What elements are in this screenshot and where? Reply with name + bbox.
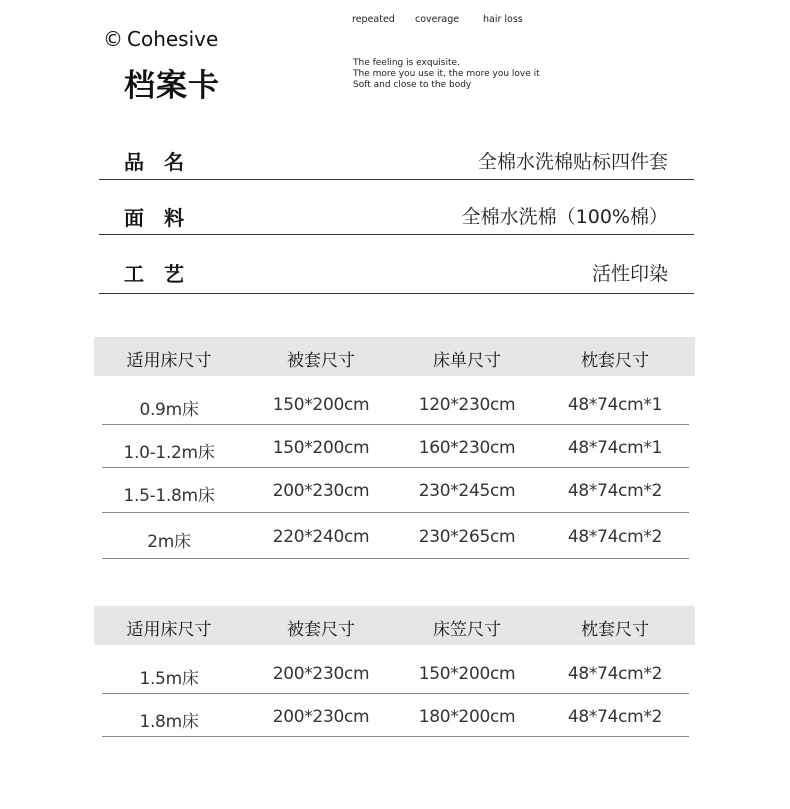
info-label: 面 料: [124, 206, 184, 230]
table-cell: 150*200cm: [272, 438, 370, 458]
table-cell: 48*74cm*1: [567, 438, 663, 458]
header-cell: 被套尺寸: [287, 620, 355, 640]
slogan-line: The more you use it, the more you love it: [353, 69, 540, 79]
table-cell: 1.0-1.2m床: [123, 443, 215, 463]
brand-name: Cohesive: [127, 27, 219, 51]
card-title: 档案卡: [124, 68, 220, 104]
table-cell: 1.5m床: [139, 669, 199, 689]
table-cell: 200*230cm: [272, 664, 370, 684]
table-cell: 200*230cm: [272, 481, 370, 501]
row-divider: [102, 693, 689, 694]
table-header: [94, 337, 695, 376]
row-divider: [102, 558, 689, 559]
table-cell: 48*74cm*2: [567, 481, 663, 501]
info-value: 全棉水洗棉（100%棉）: [461, 206, 668, 228]
brand-logo: [103, 27, 218, 51]
header-cell: 适用床尺寸: [126, 351, 212, 371]
row-divider: [102, 467, 689, 468]
slogan-line: Soft and close to the body: [353, 80, 472, 90]
tag-repeated: repeated: [352, 14, 395, 25]
info-row-fabric: [99, 180, 694, 235]
table-cell: 48*74cm*2: [567, 527, 663, 547]
table-cell: 48*74cm*1: [567, 395, 663, 415]
tag-coverage: coverage: [415, 14, 460, 25]
table-cell: 48*74cm*2: [567, 664, 663, 684]
info-row-product-name: [99, 140, 694, 180]
row-divider: [102, 424, 689, 425]
header-cell: 床单尺寸: [433, 351, 501, 371]
table-cell: 120*230cm: [418, 395, 516, 415]
row-divider: [102, 736, 689, 737]
table-cell: 230*245cm: [418, 481, 516, 501]
header-cell: 枕套尺寸: [581, 351, 649, 371]
row-divider: [102, 512, 689, 513]
table-cell: 150*200cm: [272, 395, 370, 415]
table-cell: 160*230cm: [418, 438, 516, 458]
table-cell: 220*240cm: [272, 527, 370, 547]
info-label: 工 艺: [124, 262, 184, 286]
header-cell: 床笠尺寸: [433, 620, 501, 640]
slogan-line: The feeling is exquisite.: [353, 58, 460, 68]
header-cell: 适用床尺寸: [126, 620, 212, 640]
table-cell: 48*74cm*2: [567, 707, 663, 727]
info-label: 品 名: [124, 150, 184, 174]
table-cell: 0.9m床: [139, 400, 199, 420]
table-header: [94, 606, 695, 645]
table-cell: 150*200cm: [418, 664, 516, 684]
info-value: 活性印染: [591, 263, 668, 285]
table-cell: 180*200cm: [418, 707, 516, 727]
header-cell: 枕套尺寸: [581, 620, 649, 640]
table-cell: 230*265cm: [418, 527, 516, 547]
tag-hair-loss: hair loss: [483, 14, 523, 25]
table-cell: 1.8m床: [139, 712, 199, 732]
copyright-icon: ©: [103, 27, 123, 51]
table-cell: 2m床: [147, 532, 191, 552]
header-cell: 被套尺寸: [287, 351, 355, 371]
info-row-craft: [99, 235, 694, 294]
slogan: [353, 58, 540, 91]
table-cell: 200*230cm: [272, 707, 370, 727]
size-table-2: [94, 606, 695, 740]
info-value: 全棉水洗棉贴标四件套: [477, 151, 668, 173]
table-cell: 1.5-1.8m床: [123, 486, 215, 506]
size-table-1: [94, 337, 695, 561]
